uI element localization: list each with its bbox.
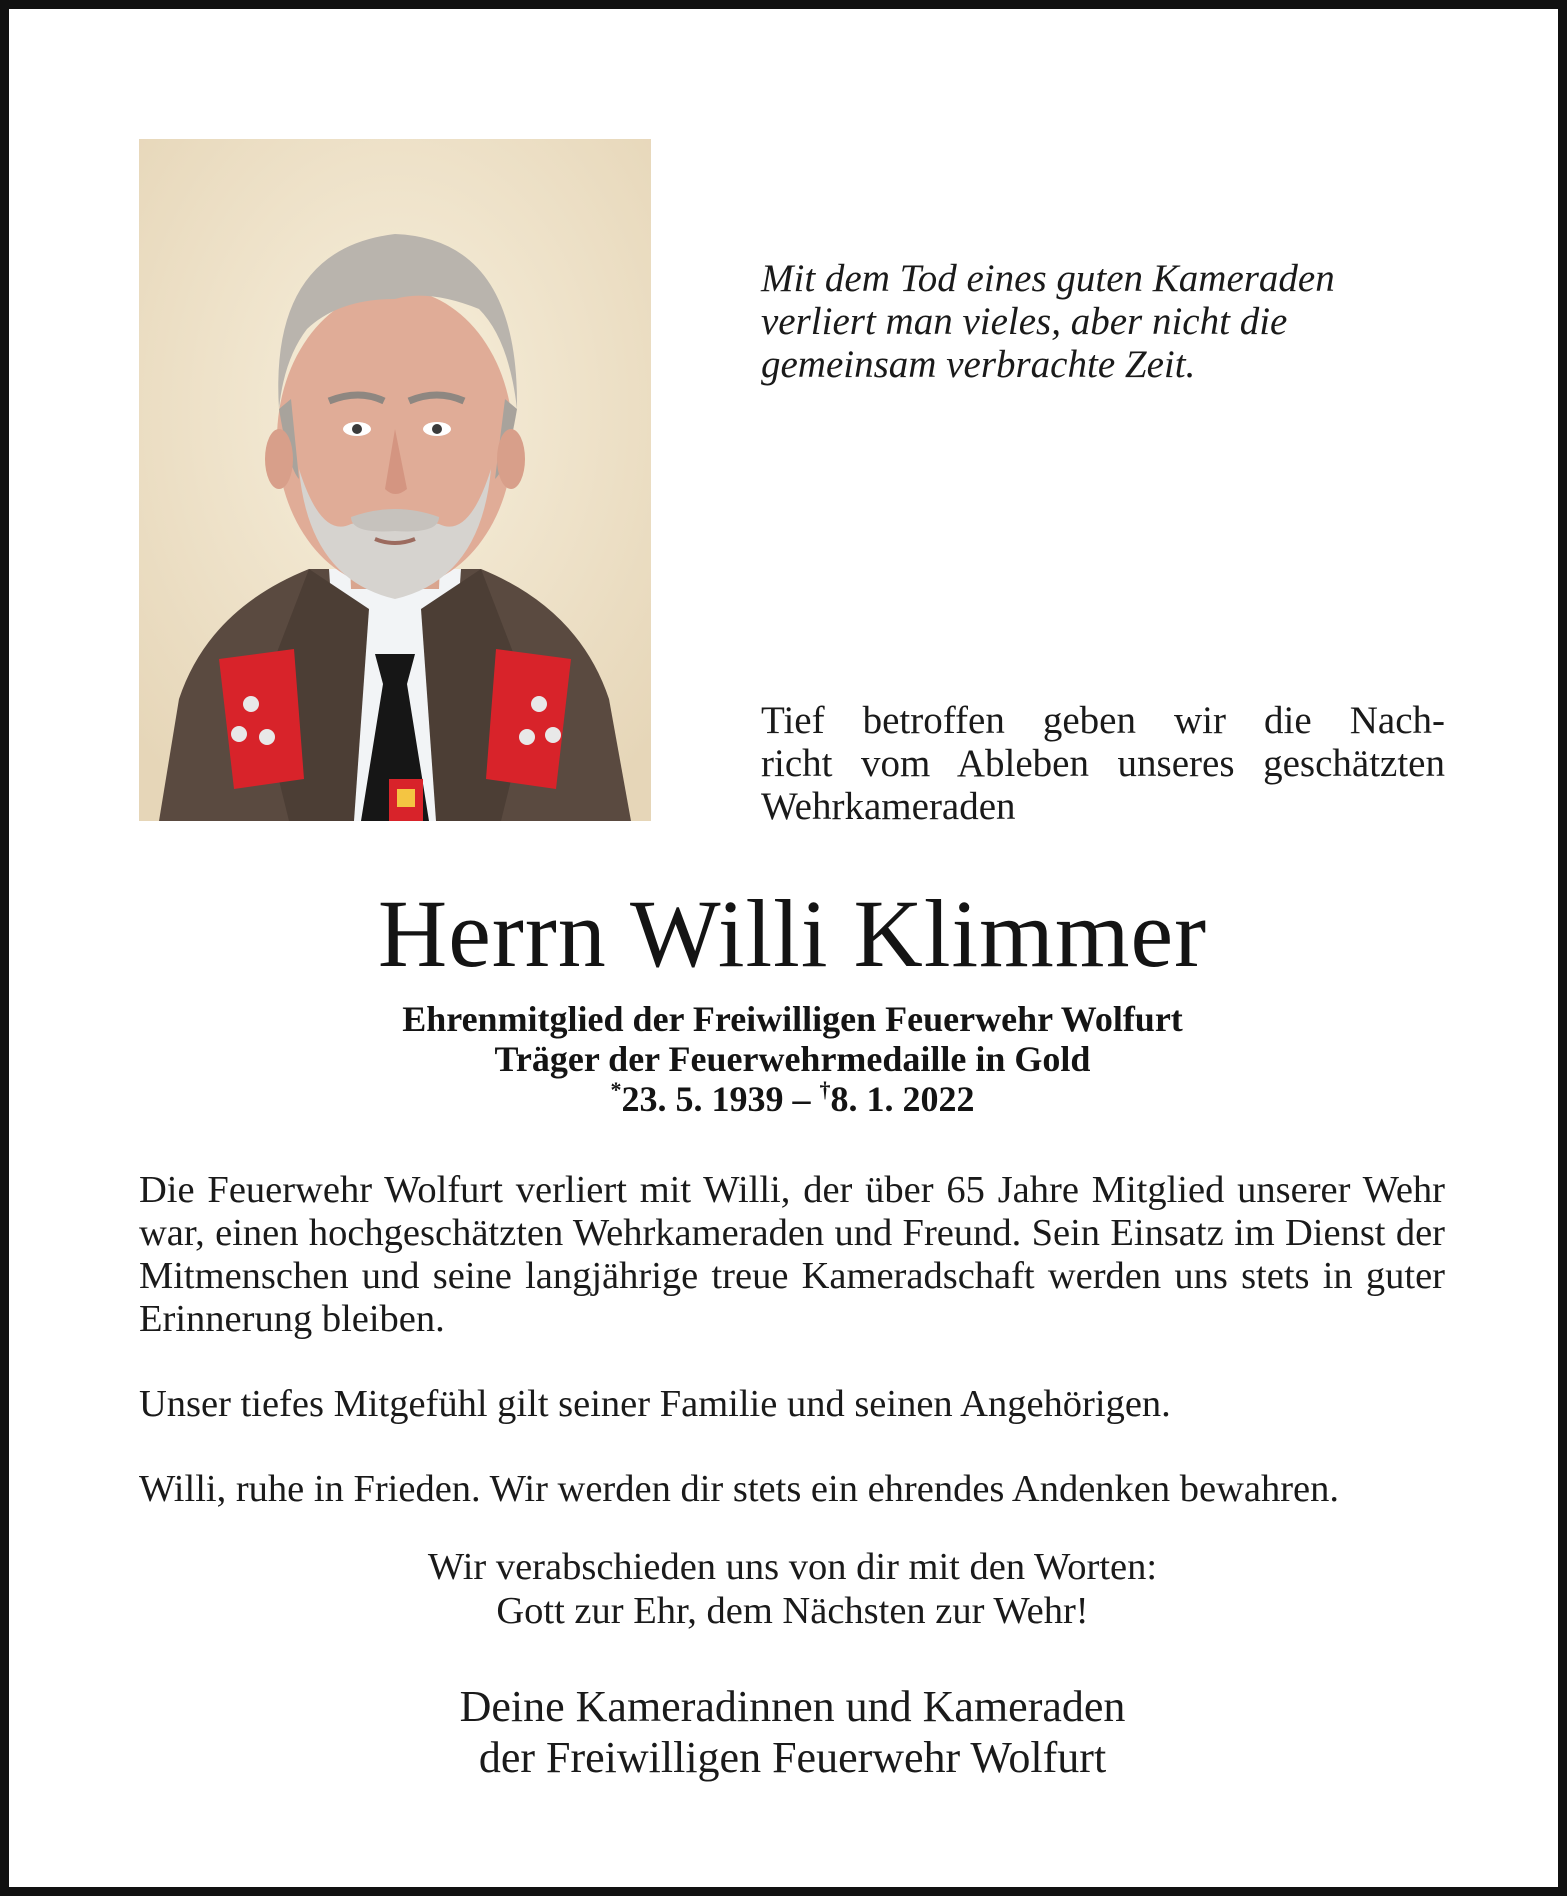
intro-line: richt vom Ableben unseres geschätzten <box>761 742 1445 785</box>
farewell-block <box>9 1545 1567 1633</box>
motto-line: Mit dem Tod eines guten Kameraden <box>761 257 1335 300</box>
motto-line: verliert man vieles, aber nicht die <box>761 300 1288 343</box>
signature-line: Deine Kameradinnen und Kameraden <box>459 1682 1126 1731</box>
farewell-line: Wir verabschieden uns von dir mit den Worten: <box>427 1546 1158 1588</box>
farewell-motto: Gott zur Ehr, dem Nächsten zur Wehr! <box>496 1590 1089 1632</box>
portrait-photo <box>139 139 651 821</box>
intro-line: Wehrkameraden <box>761 785 1016 828</box>
death-symbol: † <box>819 1077 831 1102</box>
signature-block <box>9 1681 1567 1783</box>
life-dates <box>9 1079 1567 1119</box>
birth-date: 23. 5. 1939 <box>621 1079 784 1119</box>
intro-line: Tief betroffen geben wir die Nach- <box>761 699 1445 742</box>
birth-symbol: * <box>610 1077 622 1102</box>
deceased-titles <box>9 999 1567 1119</box>
obituary-body <box>139 1169 1445 1511</box>
motto-line: gemeinsam verbrachte Zeit. <box>761 343 1196 386</box>
body-paragraph: Willi, ruhe in Frieden. Wir werden dir stets ein ehrendes Andenken bewahren. <box>139 1468 1340 1510</box>
medal-title: Träger der Feuerwehrmedaille in Gold <box>494 1039 1091 1079</box>
date-separator: – <box>783 1079 820 1119</box>
announcement-intro <box>761 699 1445 828</box>
body-paragraph: Unser tiefes Mitgefühl gilt seiner Familie und seinen Angehörigen. <box>139 1383 1171 1425</box>
portrait-illustration <box>139 139 651 821</box>
honorary-title: Ehrenmitglied der Freiwilligen Feuerwehr Wolfurt <box>402 999 1183 1039</box>
death-date: 8. 1. 2022 <box>830 1079 975 1119</box>
motto-quote <box>761 257 1461 386</box>
deceased-name: Herrn Willi Klimmer <box>377 880 1208 987</box>
body-paragraph: Die Feuerwehr Wolfurt verliert mit Willi, der über 65 Jahre Mitglied unserer Wehr war, einen hochgeschätzten Wehrkameraden und Freund. Sein Einsatz im Dienst der Mitmenschen und seine langjährige treue Kameradschaft werden uns stets in guter Erinnerung bleiben. <box>139 1169 1445 1340</box>
signature-line: der Freiwilligen Feuerwehr Wolfurt <box>478 1733 1107 1782</box>
